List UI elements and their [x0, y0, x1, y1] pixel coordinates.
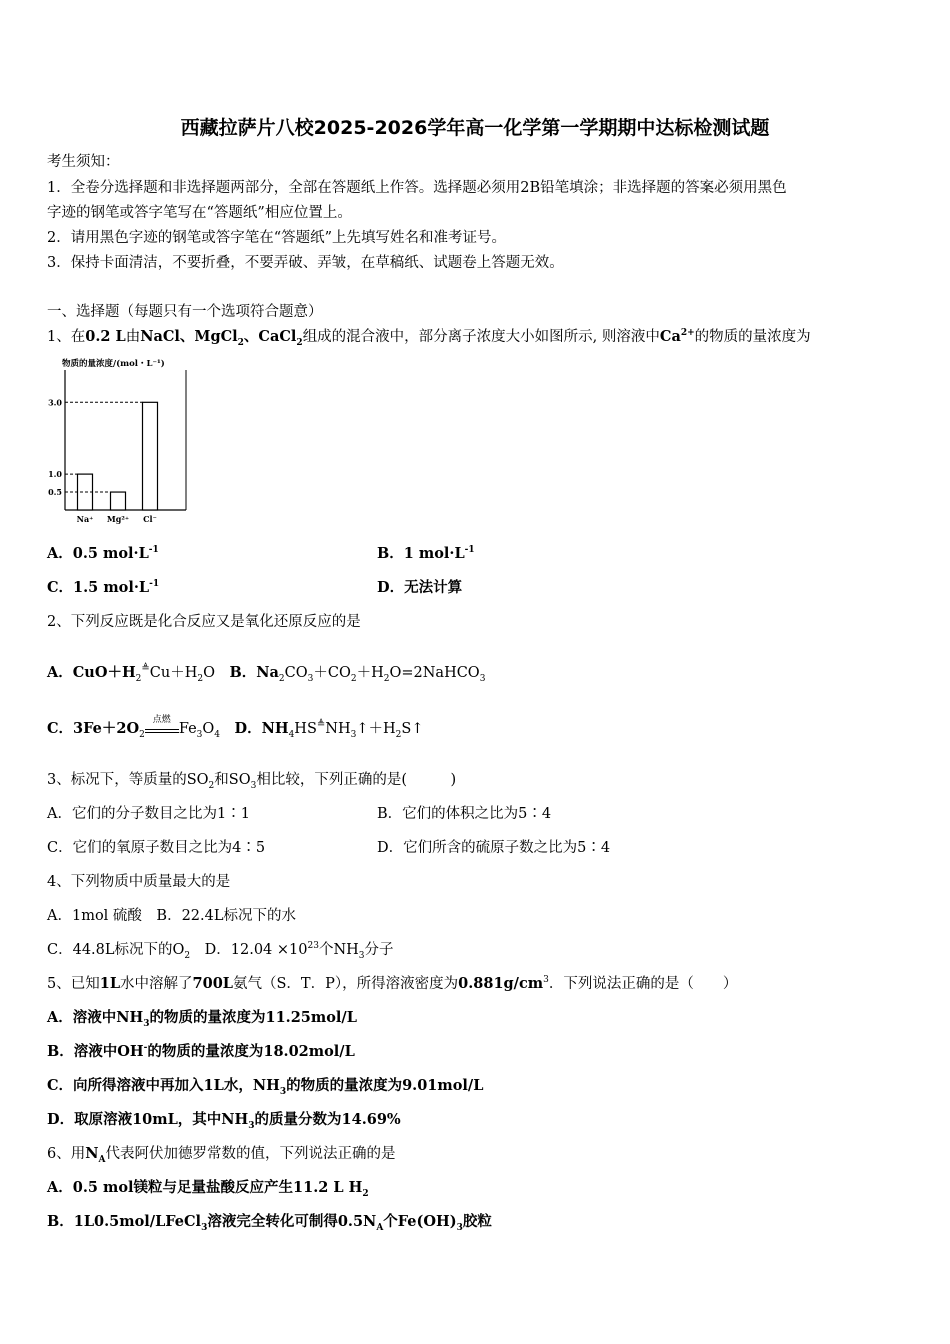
- q6-option-b[interactable]: B．1L0.5mol/LFeCl$_3$溶液完全转化可制得$0.5N_A$个$Fe(OH)_3$胶粒: [47, 1213, 492, 1233]
- y-tick-label-0: 3.0: [48, 397, 62, 408]
- q4-options-cd[interactable]: C．44.8L标况下的$O_2$ D．$12.04 \times 10^{23}$个$NH_3$分子: [47, 941, 394, 961]
- q5-option-d[interactable]: D．取原溶液10mL，其中$NH_3$的质量分数为14.69%: [47, 1111, 401, 1131]
- q4-options-ab[interactable]: A．1mol 硫酸 B．22.4L标况下的水: [47, 908, 296, 924]
- q1-option-b[interactable]: B．1 $mol\cdot L^{-1}$: [377, 545, 475, 562]
- q1-option-a[interactable]: A．0.5 $mol\cdot L^{-1}$: [47, 545, 159, 562]
- q6-option-a[interactable]: A．0.5 mol镁粒与足量盐酸反应产生11.2 L $H_2$: [47, 1179, 369, 1199]
- category-label-1: Mg²⁺: [106, 514, 130, 524]
- q1-option-d[interactable]: D．无法计算: [377, 579, 463, 596]
- category-label-0: Na⁺: [76, 514, 94, 524]
- question-3: 3、标况下，等质量的$SO_2$和$SO_3$相比较，下列正确的是( ): [47, 772, 457, 791]
- page-title: 西藏拉萨片八校2025-2026学年高一化学第一学期期中达标检测试题: [180, 117, 770, 139]
- q3-option-b[interactable]: B．它们的体积之比为5∶4: [377, 806, 552, 822]
- question-2: 2、下列反应既是化合反应又是氧化还原反应的是: [47, 614, 361, 630]
- notice-item-1: 1．全卷分选择题和非选择题两部分，全部在答题纸上作答。选择题必须用2B铅笔填涂；非选择题的答案必须用黑色: [47, 180, 787, 196]
- q5-option-a[interactable]: A．溶液中$NH_3$的物质的量浓度为11.25mol/L: [47, 1009, 357, 1029]
- question-4: 4、下列物质中质量最大的是: [47, 874, 231, 890]
- q1-option-c[interactable]: C．1.5 $mol\cdot L^{-1}$: [47, 579, 160, 596]
- ion-concentration-chart: [40, 352, 200, 530]
- q3-option-a[interactable]: A．它们的分子数目之比为1∶1: [47, 806, 250, 822]
- chart-ylabel: 物质的量浓度/(mol・L⁻¹): [62, 359, 165, 369]
- y-tick-label-1: 1.0: [48, 469, 62, 480]
- bar-2: [143, 402, 158, 510]
- y-tick-label-2: 0.5: [48, 487, 62, 498]
- q3-option-c[interactable]: C．它们的氧原子数目之比为4∶5: [47, 840, 266, 856]
- notice-item-3: 3．保持卡面清洁，不要折叠，不要弄破、弄皱，在草稿纸、试题卷上答题无效。: [47, 255, 564, 271]
- notice-item-1-cont: 字迹的钢笔或答字笔写在“答题纸”相应位置上。: [47, 205, 352, 221]
- category-label-2: Cl⁻: [143, 514, 157, 524]
- question-1: 1、在0.2 L由NaCl、MgCl$_2$、CaCl$_2$组成的混合液中，部分离子浓度大小如图所示, 则溶液中$Ca^{2+}$的物质的量浓度为: [47, 328, 811, 348]
- notice-heading: 考生须知：: [47, 154, 120, 170]
- section-heading: 一、选择题（每题只有一个选项符合题意）: [47, 304, 323, 320]
- ignite-arrow: 点燃: [145, 720, 179, 733]
- bar-1: [111, 492, 126, 510]
- notice-item-2: 2．请用黑色字迹的钢笔或答字笔在“答题纸”上先填写姓名和准考证号。: [47, 230, 507, 246]
- question-6: 6、用$N_A$代表阿伏加德罗常数的值，下列说法正确的是: [47, 1145, 396, 1165]
- q2-options-ab[interactable]: A．$CuO+H_2^≜Cu+H_2O$ B．$Na_2CO_3+CO_2+H_2O=2NaHCO_3$: [47, 663, 486, 684]
- question-5: 5、已知1L水中溶解了700L氨气（S．T．P），所得溶液密度为$0.881g/cm^3$．下列说法正确的是（ ）: [47, 975, 738, 992]
- q3-option-d[interactable]: D．它们所含的硫原子数之比为5∶4: [377, 840, 611, 856]
- q5-option-b[interactable]: B．溶液中OH-的物质的量浓度为18.02mol/L: [47, 1043, 355, 1060]
- q2-options-cd[interactable]: C．$3Fe+2O_2$ 点燃 $Fe_3O_4$ D．$NH_4HS^≜NH_3↑+H_2S↑$: [47, 715, 424, 740]
- q5-option-c[interactable]: C．向所得溶液中再加入1L水，$NH_3$的物质的量浓度为9.01mol/L: [47, 1077, 484, 1097]
